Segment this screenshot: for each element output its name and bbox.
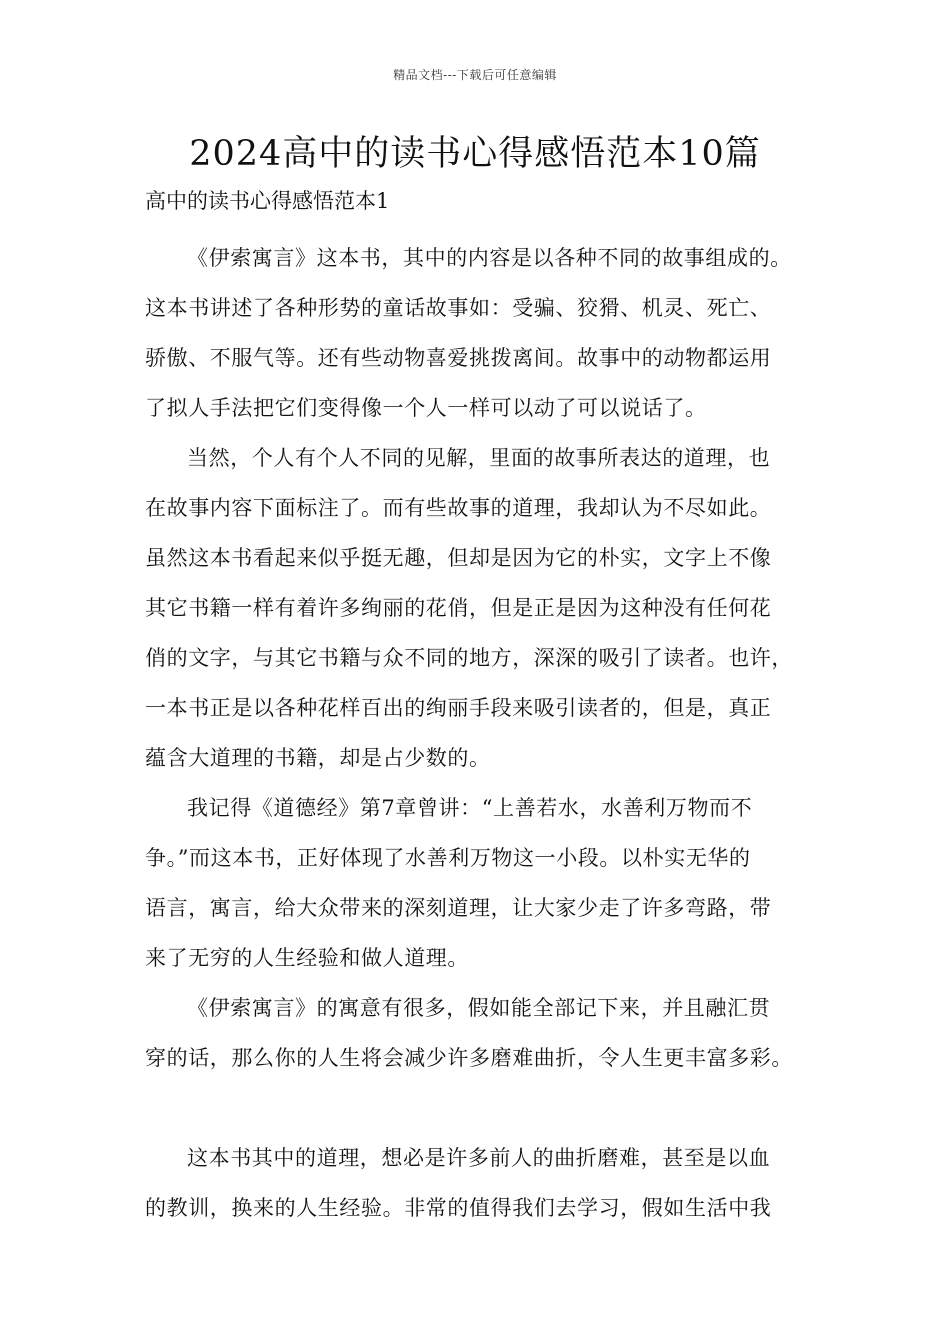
text-line: 当然，个人有个人不同的见解，里面的故事所表达的道理，也 [187,446,771,470]
text-line: 蕴含大道理的书籍，却是占少数的。 [145,746,491,770]
paragraph-4 [145,983,815,1083]
text-line: 骄傲、不服气等。还有些动物喜爱挑拨离间。故事中的动物都运用 [145,346,772,370]
text-line: 来了无穷的人生经验和做人道理。 [145,946,469,970]
paragraph-3 [145,783,815,983]
text-line: 俏的文字，与其它书籍与众不同的地方，深深的吸引了读者。也许， [145,646,793,670]
page-header: 精品文档---下载后可任意编辑 [393,68,557,82]
text-line: 虽然这本书看起来似乎挺无趣，但却是因为它的朴实，文字上不像 [145,546,772,570]
text-line: 这本书其中的道理，想必是许多前人的曲折磨难，甚至是以血 [187,1146,771,1170]
text-line: 《伊索寓言》这本书，其中的内容是以各种不同的故事组成的。 [187,246,792,270]
text-line: 穿的话，那么你的人生将会减少许多磨难曲折，令人生更丰富多彩。 [145,1046,793,1070]
text-line: 语言，寓言，给大众带来的深刻道理，让大家少走了许多弯路，带 [145,896,772,920]
text-line: 了拟人手法把它们变得像一个人一样可以动了可以说话了。 [145,396,707,420]
paragraph-1 [145,233,815,433]
text-line: 在故事内容下面标注了。而有些故事的道理，我却认为不尽如此。 [145,496,772,520]
section-heading: 高中的读书心得感悟范本1 [145,189,390,213]
text-line: 《伊索寓言》的寓意有很多，假如能全部记下来，并且融汇贯 [187,996,771,1020]
document-body [145,233,815,1233]
paragraph-2 [145,433,815,783]
text-line: 的教训，换来的人生经验。非常的值得我们去学习，假如生活中我 [145,1196,772,1220]
paragraph-5 [145,1133,815,1233]
text-line: 这本书讲述了各种形势的童话故事如：受骗、狡猾、机灵、死亡、 [145,296,772,320]
text-line: 其它书籍一样有着许多绚丽的花俏，但是正是因为这种没有任何花 [145,596,772,620]
text-line: 一本书正是以各种花样百出的绚丽手段来吸引读者的，但是，真正 [145,696,772,720]
text-line: 争。”而这本书，正好体现了水善利万物这一小段。以朴实无华的 [145,846,751,870]
document-title: 2024高中的读书心得感悟范本10篇 [189,134,761,174]
paragraph-spacer [145,1083,815,1133]
text-line: 我记得《道德经》第7章曾讲：“上善若水，水善利万物而不 [187,796,753,820]
